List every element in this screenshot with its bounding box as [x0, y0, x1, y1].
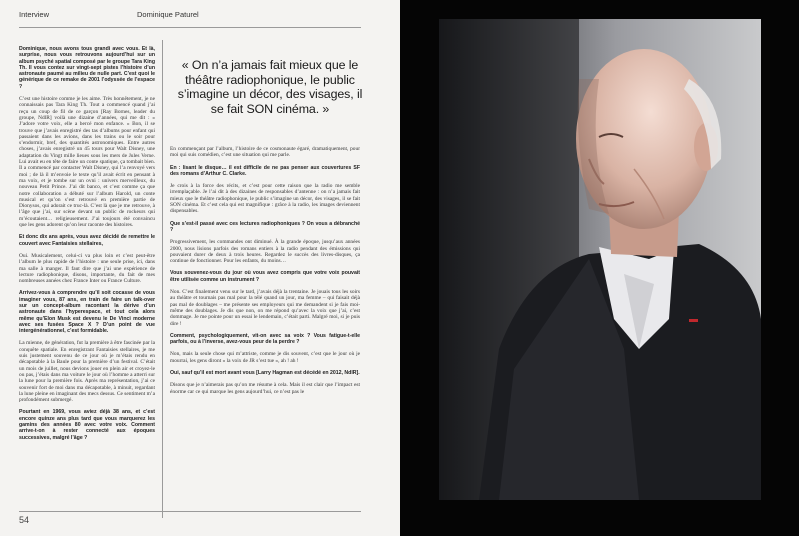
portrait-illustration: [439, 19, 761, 500]
pull-quote: « On n’a jamais fait mieux que le théâtre radiophonique, le public s’imagine un décor, des visages, il se fait SON cinéma. »: [177, 58, 363, 116]
question-paragraph: Arrivez-vous à comprendre qu’il soit cocasse de vous imaginer vous, 87 ans, en train de faire un talk-over sur un concept-album racontant la dérive d’un astronaute dans l’hyperespace, et tout cela alors même qu’Elon Musk est devenu le De Vinci moderne avec ses fusées Space X ? D’un point de vue intergénérationnel, c’est formidable.: [19, 290, 155, 335]
answer-paragraph: C’est une histoire comme je les aime. Très honnêtement, je ne connaissais pas Tara King Th. Tout a commencé quand j’ai reçu un coup de fil de ce garçon [Ray Bornes, leader du groupe, NdlR] voilà une dizaine d’années, qui me dit : « J’adore votre voix, elle a bercé mon enfance. » Bon, il se trouve que j’avais enregistré des tas d’albums pour enfant qui passaient dans les avions, dans les trains ou le soir pour s’endormir, bref, des quantités astronomiques. Entre autres choses, j’avais enregistré un 45 tours pour Walt Disney, une adaptation du Vingt mille lieues sous les mers de Jules Verne. Lui avait eu en tête de faire un conte spatique, ça tombait bien. Il a commencé par contacter Walt Disney, qui l’a renvoyé vers moi ; de là il m’envoie le texte qu’il avait écrit en pensant à ma voix, et je tombe sur un ovni : univers merveilleux, du nouveau Petit Prince. J’ai dit banco, et c’est comme ça que notre collaboration a débuté sur l’album Harold, un conte musical et qu’on s’est retrouvé en première partie de Dionysos, qui adorait ce truc-là. C’est là que je me retrouve, à l’âge que j’ai, sur scène devant un public de rockeurs qui m’écoutaient… religieusement. J’ai toujours été convaincu que les gens adorent qu’on leur raconte des histoires.: [19, 96, 155, 229]
footer-rule: [19, 511, 361, 512]
answer-paragraph: Disons que je n’aimerais pas qu’on me résume à cela. Mais il est clair que l’impact est énorme car ce qui marque les gens aujourd’hui, ce n’est pas le: [170, 382, 360, 395]
answer-paragraph: Je crois à la force des récits, et c’est pour cette raison que la radio me semble irremplaçable. Je l’ai dit à des dizaines de responsables d’antenne : on n’a jamais fait mieux que le théâtre radiophonique, le public s’imagine un décor, des visages, il se fait SON cinéma. Et c’est cela qui est magnifique : grâce à la radio, les images deviennent dispensables.: [170, 183, 360, 215]
answer-paragraph: La mienne, de génération, fut la première à être fascinée par la conquête spatiale. En enregistrant Fantaisies stellaires, je me suis justement souvenu de ce jour où je m’étais rendu en décapotable à la Baule pour la première d’un festival. C’était un mois de juillet, nous devions jouer en plein air et croyez-le ou pas, j’étais dans ma voiture le jour où l’homme a atterri sur la lune pour la première fois. Après ma représentation, j’ai ce souvenir fort de moi dans ma décapotable, à minuit, regardant la lune pleine en imaginant des mecs dessus. Ce sentiment m’a profondément submergé.: [19, 340, 155, 404]
running-header: [19, 10, 361, 24]
column-divider: [162, 40, 163, 518]
answer-paragraph: En commençant par l’album, l’histoire de ce cosmonaute égaré, dramatiquement, pour moi qui suis comédien, c’est une situation qui me parle.: [170, 146, 360, 159]
question-paragraph: Pourtant en 1969, vous aviez déjà 38 ans, et c’est encore quinze ans plus tard que vous marquerez les gamins des années 80 avec votre voix. Comment arrive-t-on à rester connecté aux époques successives, malgré l’âge ?: [19, 409, 155, 441]
question-paragraph: Oui, sauf qu’il est mort avant vous [Larry Hagman est décédé en 2012, NdlR].: [170, 370, 360, 377]
section-label: Interview: [19, 10, 50, 19]
page-number: 54: [19, 515, 30, 525]
question-paragraph: En : lisant le disque… il est difficile de ne pas penser aux couvertures SF des romans d’Arthur C. Clarke.: [170, 164, 360, 177]
question-paragraph: Dominique, nous avons tous grandi avec vous. Et là, surprise, nous vous retrouvons aujourd’hui sur un album psyché spatial composé par le groupe Tara King Th. Il vous contez sur vingt-sept pistes l’histoire d’un astronaute paumé au milieu de nulle part. C’est quoi le générique de ce remake de 2001 l’odyssée de l’espace ?: [19, 46, 155, 90]
question-paragraph: Et donc dix ans après, vous avez décidé de remettre le couvert avec Fantaisies stellaires,: [19, 234, 155, 247]
answer-paragraph: Non, mais la seule chose qui m’attriste, comme je dis souvent, c’est que le jour où je mourrai, les gens diront « la voix de JR s’est tue », ah ! ah !: [170, 351, 360, 364]
answer-paragraph: Non. C’est finalement venu sur le tard, j’avais déjà la trentaine. Je jouais tous les soirs au théâtre et tournais pas mal pour la télé quand un jour, ma femme – qui faisait déjà pas mal de doublages – me présente ses employeurs qui me demandent si je fais moi-même des doublages. Je dis que non, on me répond qu’avec la voix que j’ai, c’est dommage. Je me pointe pour un essai le lendemain, c’était parti. Malgré moi, si je puis dire !: [170, 289, 360, 327]
header-rule: [19, 27, 361, 28]
answer-paragraph: Oui. Musicalement, celui-ci va plus loin et c’est peut-être l’album le plus rapide de l’histoire : une seule prise, ici, dans ma salle à manger. Il faut dire que j’ai une expérience de lecture radiophonique, disons, importante, du fait de mes nombreuses années chez France Inter ou France Culture.: [19, 252, 155, 285]
text-column-right: [170, 146, 360, 510]
text-column-left: [19, 46, 155, 510]
answer-paragraph: Progressivement, les commandes ont diminué. À la grande époque, jusqu’aux années 2000, nous lisions parfois des romans entiers à la radio pendant des émissions qui pouvaient durer de deux à trois heures. Regardez le succès des livres-disques, ça continue de fonctionner. Pour les enfants, du moins…: [170, 239, 360, 265]
portrait-photo: [439, 19, 761, 500]
question-paragraph: Que s’est-il passé avec ces lectures radiophoniques ? On vous a débranché ?: [170, 220, 360, 233]
interviewee-name: Dominique Paturel: [137, 10, 199, 19]
question-paragraph: Vous souvenez-vous du jour où vous avez compris que votre voix pouvait être utilisée comme un instrument ?: [170, 270, 360, 283]
right-page: [400, 0, 799, 536]
question-paragraph: Comment, psychologiquement, vit-on avec sa voix ? Vous fatigue-t-elle parfois, ou à l’inverse, avez-vous peur de la perdre ?: [170, 332, 360, 346]
